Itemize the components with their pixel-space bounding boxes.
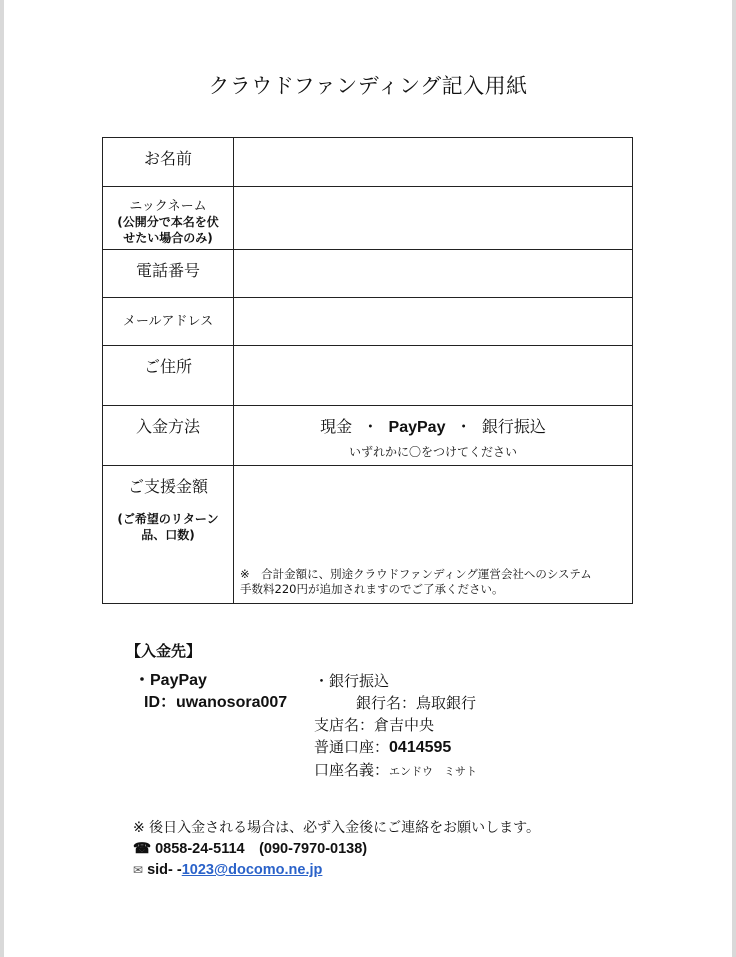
bank-title: ・銀行振込 (314, 672, 390, 690)
phone-numbers: 0858-24-5114 (090-7970-0138) (155, 841, 368, 857)
payee-heading: 【入金先】 (126, 642, 202, 660)
bank-name: 鳥取銀行 (416, 694, 477, 712)
row-support-amount (103, 466, 633, 604)
nickname-sub-1: (公開分で本名を伏 (117, 215, 219, 229)
nickname-sub-2: せたい場合のみ) (123, 231, 213, 245)
payment-method-label: 入金方法 (135, 417, 200, 436)
support-sub-2: 品、口数) (141, 528, 195, 542)
row-address (103, 346, 633, 406)
application-form-table (102, 137, 633, 604)
email-field[interactable] (234, 298, 633, 346)
bank-block (314, 670, 477, 783)
nickname-field[interactable] (234, 187, 633, 250)
name-label: お名前 (143, 149, 192, 168)
page-edge-left (0, 0, 4, 957)
fee-notice-line-2: 手数料220円が追加されますのでご了承ください。 (240, 582, 504, 596)
phone-label: 電話番号 (135, 261, 200, 280)
fee-notice-line-1: ※ 合計金額に、別途クラウドファンディング運営会社へのシステム (240, 567, 592, 581)
phone-icon: ☎ (133, 841, 152, 857)
account-number: 0414595 (389, 739, 452, 756)
row-email (103, 298, 633, 346)
paypay-title: ・PayPay (134, 672, 207, 689)
email-label: メールアドレス (122, 314, 214, 329)
email-link[interactable]: 1023@docomo.ne.jp (181, 862, 323, 878)
page-title: クラウドファンディング記入用紙 (208, 74, 528, 98)
mail-prefix: sid- - (147, 862, 182, 878)
late-payment-note: ※ 後日入金される場合は、必ず入金後にご連絡をお願いします。 (133, 820, 541, 836)
name-field[interactable] (234, 138, 633, 187)
contact-notes (133, 818, 540, 881)
payment-option-cash[interactable]: 現金 (320, 417, 353, 436)
branch-name: 倉吉中央 (374, 716, 435, 734)
separator-dot: ・ (455, 417, 472, 436)
row-payment-method (103, 406, 633, 466)
paypay-id: ID：uwanosora007 (144, 694, 288, 711)
payment-method-field[interactable] (234, 406, 633, 466)
mail-line (133, 860, 540, 881)
nickname-label: ニックネーム (129, 199, 207, 214)
payment-instruction: いずれかに〇をつけてください (348, 445, 517, 459)
holder-line (314, 759, 477, 783)
row-name (103, 138, 633, 187)
page-edge-right (732, 0, 736, 957)
bank-name-line (314, 692, 477, 714)
branch-line (314, 714, 477, 736)
payment-option-paypay[interactable]: PayPay (388, 419, 446, 436)
holder-label: 口座名義： (314, 761, 390, 779)
fee-notice (240, 567, 592, 597)
support-amount-label: ご支援金額 (127, 477, 208, 496)
payment-option-bank[interactable]: 銀行振込 (481, 417, 546, 436)
account-label: 普通口座： (314, 738, 390, 756)
support-amount-field[interactable] (234, 466, 633, 604)
row-nickname (103, 187, 633, 250)
row-phone (103, 250, 633, 298)
address-field[interactable] (234, 346, 633, 406)
paypay-block (134, 670, 287, 714)
account-line (314, 736, 477, 759)
holder-name: エンドウ ミサト (389, 765, 478, 778)
branch-label: 支店名： (314, 716, 375, 734)
separator-dot: ・ (362, 417, 379, 436)
mail-icon: ✉ (133, 863, 144, 877)
address-label: ご住所 (143, 357, 192, 376)
support-sub-1: (ご希望のリターン (117, 512, 219, 526)
phone-line (133, 839, 540, 860)
bank-name-label: 銀行名： (356, 694, 417, 712)
phone-field[interactable] (234, 250, 633, 298)
